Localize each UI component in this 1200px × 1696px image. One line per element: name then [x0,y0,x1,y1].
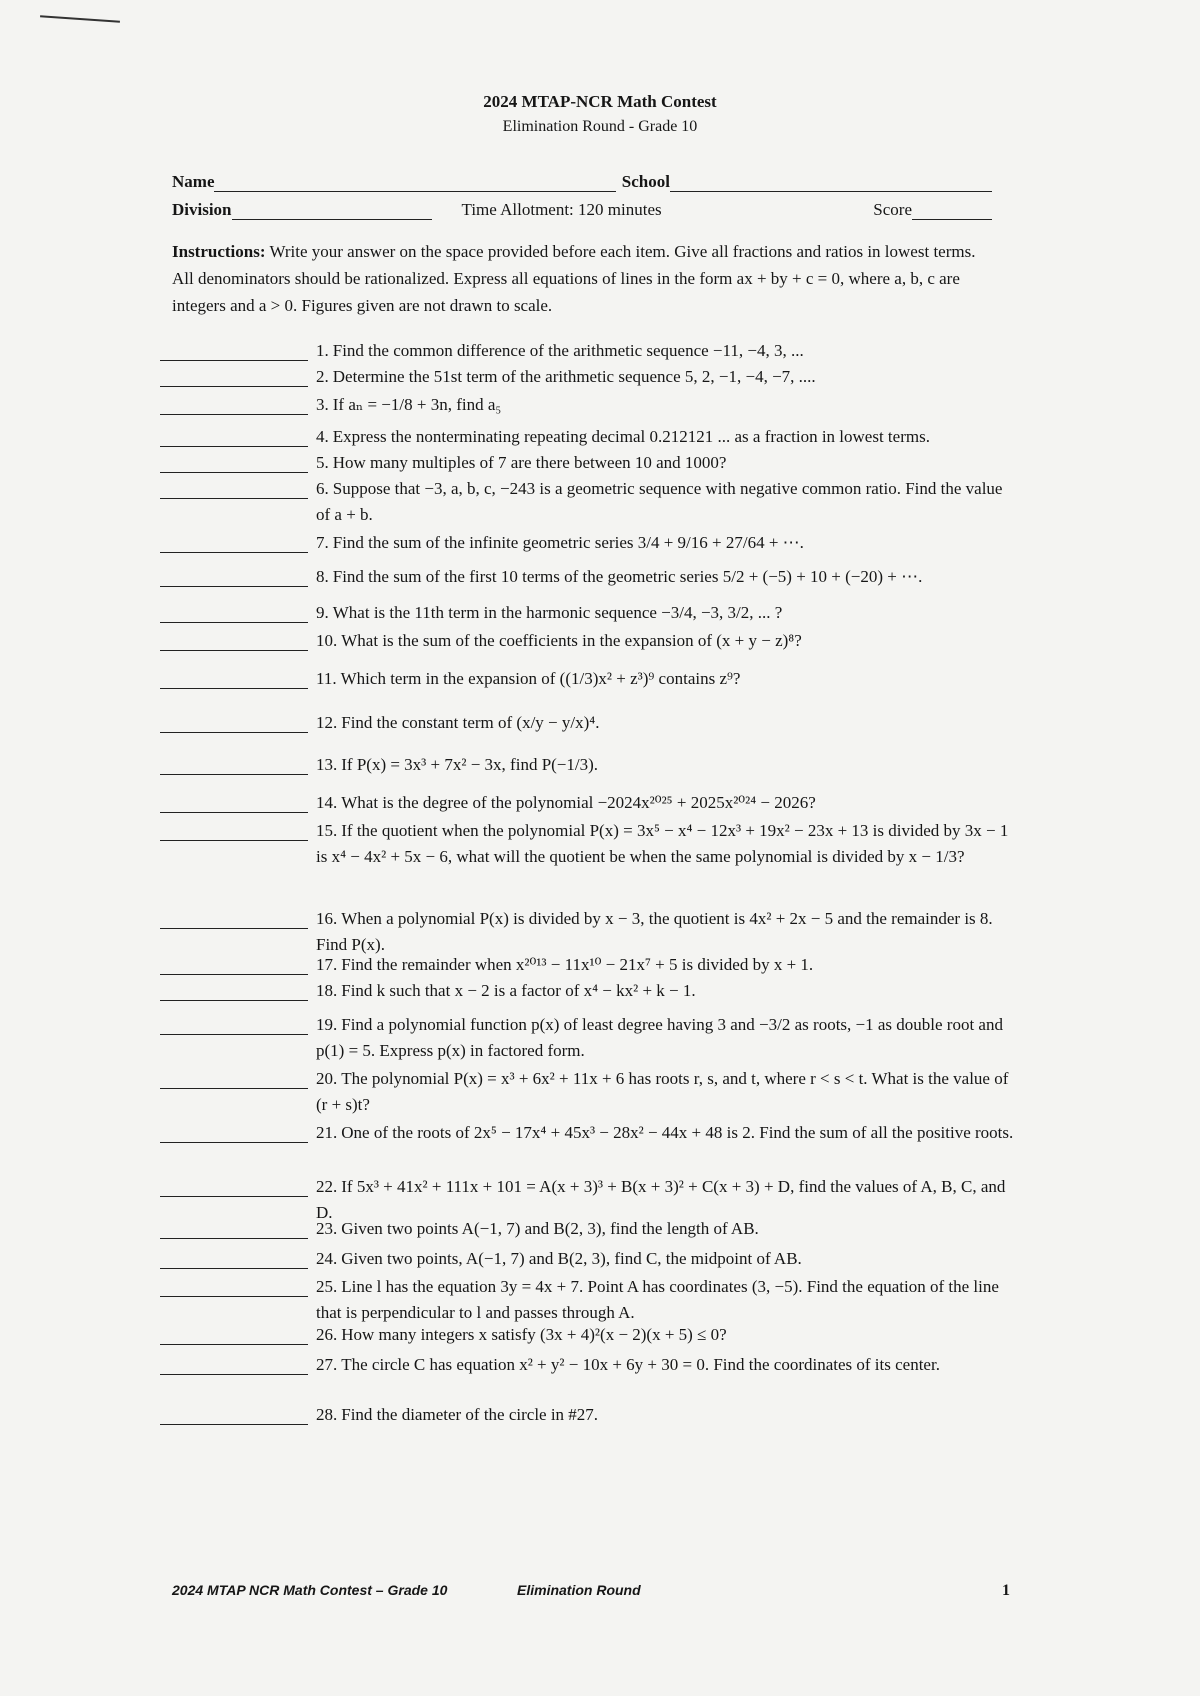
question-item [160,1322,1020,1348]
question-item [160,564,1020,590]
question-text: Line l has the equation 3y = 4x + 7. Point A has coordinates (3, −5). Find the equation of the line that is perpendicular to l and passes through A. [316,1277,999,1322]
question-content [316,530,1020,556]
question-number: 8. [316,567,329,586]
name-field[interactable] [214,173,615,192]
question-text: Express the nonterminating repeating decimal 0.212121 ... as a fraction in lowest terms. [332,427,930,446]
answer-blank[interactable] [160,424,308,447]
question-content [316,790,1020,816]
question-item [160,710,1020,736]
question-number: 7. [316,533,329,552]
question-number: 22. [316,1177,338,1196]
instructions [172,238,992,319]
question-item [160,1120,1020,1146]
score-label: Score [873,200,912,219]
question-content [316,710,1020,736]
question-item [160,530,1020,556]
question-item [160,476,1020,528]
question-item [160,1216,1020,1242]
question-number: 4. [316,427,329,446]
answer-blank[interactable] [160,752,308,775]
question-item [160,666,1020,692]
question-content [316,628,1020,654]
question-number: 23. [316,1219,338,1238]
question-item [160,790,1020,816]
question-item [160,1066,1020,1118]
question-item [160,450,1020,476]
question-item [160,392,1020,418]
name-label: Name [172,172,215,191]
question-number: 25. [316,1277,338,1296]
question-content [316,600,1020,626]
answer-blank[interactable] [160,628,308,651]
question-item [160,978,1020,1004]
question-content [316,392,1020,418]
question-content [316,1216,1020,1242]
question-number: 24. [316,1249,338,1268]
question-text: Find a polynomial function p(x) of least degree having 3 and −3/2 as roots, −1 as double root and p(1) = 5. Express p(x) in factored form. [316,1015,1003,1060]
question-text: Determine the 51st term of the arithmetic sequence 5, 2, −1, −4, −7, .... [332,367,816,386]
question-text: Which term in the expansion of ((1/3)x² + z³)⁹ contains z⁹? [340,669,741,688]
question-text: How many multiples of 7 are there between 10 and 1000? [332,453,727,472]
question-text: If P(x) = 3x³ + 7x² − 3x, find P(−1/3). [341,755,599,774]
answer-blank[interactable] [160,1246,308,1269]
answer-blank[interactable] [160,364,308,387]
score-field[interactable] [912,201,992,220]
question-content [316,1274,1020,1326]
question-text: Suppose that −3, a, b, c, −243 is a geometric sequence with negative common ratio. Find the value of a + b. [316,479,1003,524]
answer-blank[interactable] [160,1216,308,1239]
question-number: 11. [316,669,337,688]
question-content [316,952,1020,978]
question-number: 21. [316,1123,338,1142]
answer-blank[interactable] [160,952,308,975]
question-item [160,424,1020,450]
question-content [316,338,1020,364]
answer-blank[interactable] [160,666,308,689]
exam-subtitle: Elimination Round - Grade 10 [502,118,698,135]
question-content [316,1322,1020,1348]
question-item [160,818,1020,870]
answer-blank[interactable] [160,564,308,587]
answer-blank[interactable] [160,600,308,623]
answer-blank[interactable] [160,338,308,361]
scan-artifact [40,15,120,23]
question-text: If aₙ = −1/8 + 3n, find a₅ [332,395,502,414]
answer-blank[interactable] [160,476,308,499]
school-field[interactable] [670,173,992,192]
question-item [160,1352,1020,1378]
footer-round: Elimination Round [517,1582,641,1598]
question-number: 12. [316,713,338,732]
question-text: When a polynomial P(x) is divided by x − 3, the quotient is 4x² + 2x − 5 and the remainder is 8. Find P(x). [316,909,993,954]
question-item [160,364,1020,390]
question-number: 28. [316,1405,338,1424]
question-content [316,424,1020,450]
exam-header [0,92,1200,136]
page-number: 1 [1002,1582,1010,1599]
question-text: Given two points A(−1, 7) and B(2, 3), find the length of AB. [341,1219,759,1238]
question-number: 10. [316,631,338,650]
answer-blank[interactable] [160,1274,308,1297]
question-text: Find the common difference of the arithmetic sequence −11, −4, 3, ... [332,341,804,360]
question-number: 17. [316,955,338,974]
question-text: The polynomial P(x) = x³ + 6x² + 11x + 6 has roots r, s, and t, where r < s < t. What is the value of (r + s)t? [316,1069,1009,1114]
instructions-label: Instructions: [172,242,266,261]
question-item [160,1274,1020,1326]
answer-blank[interactable] [160,906,308,929]
question-text: Find the sum of the infinite geometric series 3/4 + 9/16 + 27/64 + ⋯. [332,533,804,552]
question-number: 9. [316,603,329,622]
answer-blank[interactable] [160,450,308,473]
question-content [316,1402,1020,1428]
question-text: Find the constant term of (x/y − y/x)⁴. [341,713,600,732]
question-content [316,906,1020,958]
question-item [160,1012,1020,1064]
question-item [160,952,1020,978]
division-field[interactable] [232,201,432,220]
question-content [316,1246,1020,1272]
answer-blank[interactable] [160,1352,308,1375]
question-text: What is the degree of the polynomial −2024x²⁰²⁵ + 2025x²⁰²⁴ − 2026? [341,793,816,812]
question-text: Find the remainder when x²⁰¹³ − 11x¹⁰ − 21x⁷ + 5 is divided by x + 1. [341,955,814,974]
question-content [316,666,1020,692]
question-text: If the quotient when the polynomial P(x) = 3x⁵ − x⁴ − 12x³ + 19x² − 23x + 13 is divided by 3x − 1 is x⁴ − 4x² + 5x − 6, what will the quotient be when the same polynomial is divided by x − 1/3? [316,821,1009,866]
question-item [160,1402,1020,1428]
question-number: 2. [316,367,329,386]
answer-blank[interactable] [160,1120,308,1143]
question-number: 5. [316,453,329,472]
answer-blank[interactable] [160,1322,308,1345]
answer-blank[interactable] [160,530,308,553]
answer-blank[interactable] [160,790,308,813]
question-item [160,600,1020,626]
question-content [316,450,1020,476]
answer-blank[interactable] [160,1066,308,1089]
answer-blank[interactable] [160,1174,308,1197]
question-text: If 5x³ + 41x² + 111x + 101 = A(x + 3)³ + B(x + 3)² + C(x + 3) + D, find the values of A, B, C, and D. [316,1177,1006,1222]
question-item [160,906,1020,958]
question-content [316,978,1020,1004]
question-content [316,476,1020,528]
question-text: What is the sum of the coefficients in the expansion of (x + y − z)⁸? [341,631,802,650]
question-number: 6. [316,479,329,498]
answer-blank[interactable] [160,978,308,1001]
question-content [316,818,1020,870]
question-content [316,1066,1020,1118]
question-item [160,1246,1020,1272]
question-number: 13. [316,755,338,774]
question-number: 19. [316,1015,338,1034]
question-text: The circle C has equation x² + y² − 10x + 6y + 30 = 0. Find the coordinates of its center. [341,1355,940,1374]
question-text: Find k such that x − 2 is a factor of x⁴ − kx² + k − 1. [341,981,696,1000]
answer-blank[interactable] [160,818,308,841]
answer-blank[interactable] [160,1402,308,1425]
question-text: Find the diameter of the circle in #27. [341,1405,599,1424]
question-number: 16. [316,909,338,928]
question-content [316,364,1020,390]
question-number: 3. [316,395,329,414]
question-number: 20. [316,1069,338,1088]
question-text: What is the 11th term in the harmonic sequence −3/4, −3, 3/2, ... ? [332,603,783,622]
school-label: School [621,172,670,191]
division-time-score-row [172,200,992,220]
question-number: 1. [316,341,329,360]
answer-blank[interactable] [160,710,308,733]
question-content [316,1120,1020,1146]
question-text: Given two points, A(−1, 7) and B(2, 3), find C, the midpoint of AB. [341,1249,802,1268]
question-item [160,628,1020,654]
instructions-text: Write your answer on the space provided before each item. Give all fractions and ratios in lowest terms. All denominators should be rationalized. Express all equations of lines in the form ax + by + c = 0, where a, b, c are integers and a > 0. Figures given are not drawn to scale. [172,242,976,315]
question-text: One of the roots of 2x⁵ − 17x⁴ + 45x³ − 28x² − 44x + 48 is 2. Find the sum of all the positive roots. [341,1123,1014,1142]
question-text: How many integers x satisfy (3x + 4)²(x − 2)(x + 5) ≤ 0? [341,1325,727,1344]
answer-blank[interactable] [160,392,308,415]
question-item [160,338,1020,364]
question-content [316,752,1020,778]
question-content [316,1352,1020,1378]
question-number: 27. [316,1355,338,1374]
question-content [316,564,1020,590]
division-label: Division [172,200,232,219]
question-number: 14. [316,793,338,812]
question-text: Find the sum of the first 10 terms of the geometric series 5/2 + (−5) + 10 + (−20) + ⋯. [332,567,923,586]
footer-contest: 2024 MTAP NCR Math Contest – Grade 10 [172,1582,448,1598]
time-allotment: Time Allotment: 120 minutes [461,200,662,219]
name-school-row [172,172,992,192]
question-content [316,1012,1020,1064]
exam-title: 2024 MTAP-NCR Math Contest [483,92,717,111]
answer-blank[interactable] [160,1012,308,1035]
question-number: 15. [316,821,338,840]
question-number: 26. [316,1325,338,1344]
question-number: 18. [316,981,338,1000]
question-item [160,752,1020,778]
